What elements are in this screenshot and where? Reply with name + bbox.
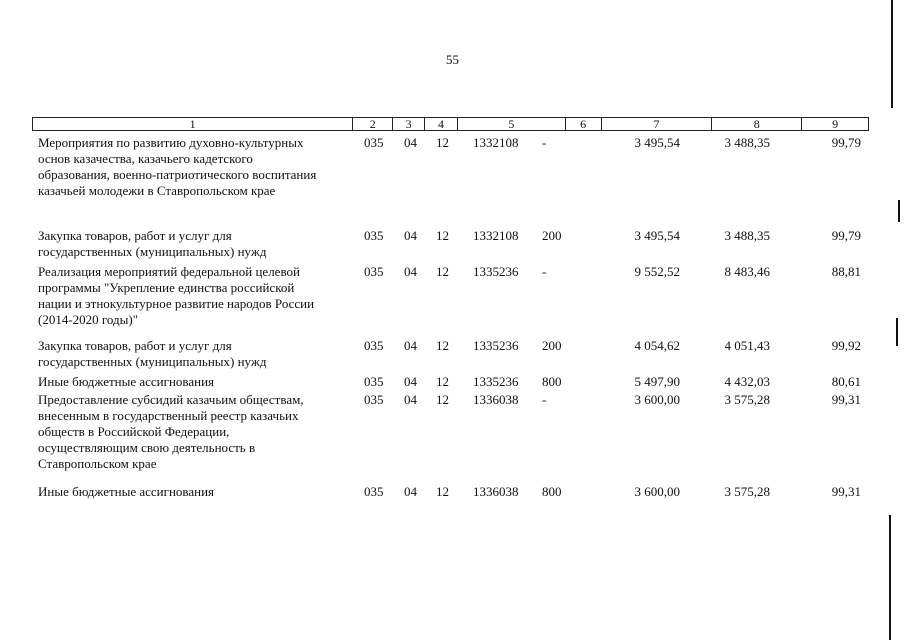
cell-col6: - bbox=[542, 135, 547, 150]
row-description bbox=[38, 135, 316, 199]
column-header: 5 bbox=[458, 118, 566, 130]
cell-col7: 3 600,00 bbox=[634, 484, 680, 499]
cell-col3: 04 bbox=[404, 135, 417, 150]
cell-col2: 035 bbox=[364, 338, 384, 353]
column-header: 4 bbox=[425, 118, 458, 130]
cell-col2: 035 bbox=[364, 484, 384, 499]
description-line: образования, военно-патриотического воспитания bbox=[38, 167, 317, 182]
cell-col5: 1336038 bbox=[473, 484, 519, 499]
cell-col5: 1332108 bbox=[473, 135, 519, 150]
cell-col8: 3 488,35 bbox=[724, 135, 770, 150]
description-line: осуществляющим свою деятельность в bbox=[38, 440, 256, 455]
cell-col2: 035 bbox=[364, 392, 384, 407]
cell-col3: 04 bbox=[404, 338, 417, 353]
cell-col6: 200 bbox=[542, 228, 562, 243]
cell-col5: 1335236 bbox=[473, 264, 519, 279]
cell-col7: 5 497,90 bbox=[634, 374, 680, 389]
scan-edge-mark bbox=[889, 515, 891, 640]
cell-col3: 04 bbox=[404, 392, 417, 407]
cell-col4: 12 bbox=[436, 374, 449, 389]
row-description bbox=[38, 228, 266, 260]
cell-col2: 035 bbox=[364, 135, 384, 150]
description-line: программы "Укрепление единства российской bbox=[38, 280, 295, 295]
table-row bbox=[0, 392, 905, 471]
description-line: нации и этнокультурное развитие народов России bbox=[38, 296, 315, 311]
cell-col4: 12 bbox=[436, 264, 449, 279]
scan-edge-mark bbox=[896, 318, 898, 346]
column-header: 3 bbox=[393, 118, 425, 130]
cell-col4: 12 bbox=[436, 484, 449, 499]
cell-col2: 035 bbox=[364, 228, 384, 243]
cell-col9: 99,79 bbox=[831, 135, 861, 150]
description-line: казачьей молодежи в Ставропольском крае bbox=[38, 183, 276, 198]
description-line: Предоставление субсидий казачьим обществам, bbox=[38, 392, 304, 407]
column-header: 7 bbox=[602, 118, 713, 130]
cell-col7: 3 495,54 bbox=[634, 135, 680, 150]
column-header: 2 bbox=[353, 118, 393, 130]
column-header: 8 bbox=[712, 118, 802, 130]
cell-col3: 04 bbox=[404, 374, 417, 389]
column-header: 1 bbox=[33, 118, 353, 130]
description-line: Мероприятия по развитию духовно-культурных bbox=[38, 135, 304, 150]
cell-col7: 3 495,54 bbox=[634, 228, 680, 243]
cell-col6: 800 bbox=[542, 484, 562, 499]
cell-col4: 12 bbox=[436, 392, 449, 407]
description-line: Реализация мероприятий федеральной целевой bbox=[38, 264, 300, 279]
cell-col7: 3 600,00 bbox=[634, 392, 680, 407]
cell-col9: 99,31 bbox=[831, 392, 861, 407]
table-header bbox=[32, 117, 869, 131]
cell-col8: 3 575,28 bbox=[724, 484, 770, 499]
cell-col4: 12 bbox=[436, 228, 449, 243]
description-line: обществ в Российской Федерации, bbox=[38, 424, 230, 439]
scan-edge-mark bbox=[898, 200, 900, 222]
cell-col8: 4 432,03 bbox=[724, 374, 770, 389]
description-line: Закупка товаров, работ и услуг для bbox=[38, 228, 232, 243]
table-row bbox=[0, 264, 905, 327]
cell-col3: 04 bbox=[404, 484, 417, 499]
description-line: государственных (муниципальных) нужд bbox=[38, 244, 267, 259]
cell-col3: 04 bbox=[404, 264, 417, 279]
cell-col9: 99,79 bbox=[831, 228, 861, 243]
description-line: Закупка товаров, работ и услуг для bbox=[38, 338, 232, 353]
cell-col4: 12 bbox=[436, 338, 449, 353]
description-line: (2014-2020 годы)" bbox=[38, 312, 139, 327]
description-line: внесенным в государственный реестр казачьих bbox=[38, 408, 299, 423]
cell-col9: 99,92 bbox=[831, 338, 861, 353]
cell-col3: 04 bbox=[404, 228, 417, 243]
cell-col9: 88,81 bbox=[831, 264, 861, 279]
cell-col2: 035 bbox=[364, 374, 384, 389]
scan-edge-mark bbox=[891, 0, 893, 108]
cell-col4: 12 bbox=[436, 135, 449, 150]
cell-col5: 1335236 bbox=[473, 338, 519, 353]
row-description bbox=[38, 392, 304, 472]
cell-col8: 8 483,46 bbox=[724, 264, 770, 279]
cell-col6: 200 bbox=[542, 338, 562, 353]
row-description bbox=[38, 338, 266, 370]
cell-col8: 3 575,28 bbox=[724, 392, 770, 407]
description-line: основ казачества, казачьего кадетского bbox=[38, 151, 253, 166]
cell-col8: 3 488,35 bbox=[724, 228, 770, 243]
table-row bbox=[0, 135, 905, 198]
cell-col5: 1336038 bbox=[473, 392, 519, 407]
table-row bbox=[0, 228, 905, 259]
description-line: Иные бюджетные ассигнования bbox=[38, 374, 215, 389]
cell-col6: 800 bbox=[542, 374, 562, 389]
description-line: Ставропольском крае bbox=[38, 456, 157, 471]
cell-col6: - bbox=[542, 264, 547, 279]
column-header: 6 bbox=[566, 118, 602, 130]
description-line: государственных (муниципальных) нужд bbox=[38, 354, 267, 369]
row-description bbox=[38, 264, 314, 328]
table-row bbox=[0, 338, 905, 369]
table-row bbox=[0, 374, 905, 394]
cell-col8: 4 051,43 bbox=[724, 338, 770, 353]
cell-col9: 99,31 bbox=[831, 484, 861, 499]
row-description bbox=[38, 484, 214, 500]
column-header: 9 bbox=[832, 117, 839, 131]
cell-col5: 1332108 bbox=[473, 228, 519, 243]
cell-col7: 4 054,62 bbox=[634, 338, 680, 353]
description-line: Иные бюджетные ассигнования bbox=[38, 484, 215, 499]
table-row bbox=[0, 484, 905, 504]
row-description bbox=[38, 374, 214, 390]
cell-col9: 80,61 bbox=[831, 374, 861, 389]
cell-col7: 9 552,52 bbox=[634, 264, 680, 279]
cell-col2: 035 bbox=[364, 264, 384, 279]
cell-col5: 1335236 bbox=[473, 374, 519, 389]
page-number: 55 bbox=[446, 52, 459, 67]
cell-col6: - bbox=[542, 392, 547, 407]
